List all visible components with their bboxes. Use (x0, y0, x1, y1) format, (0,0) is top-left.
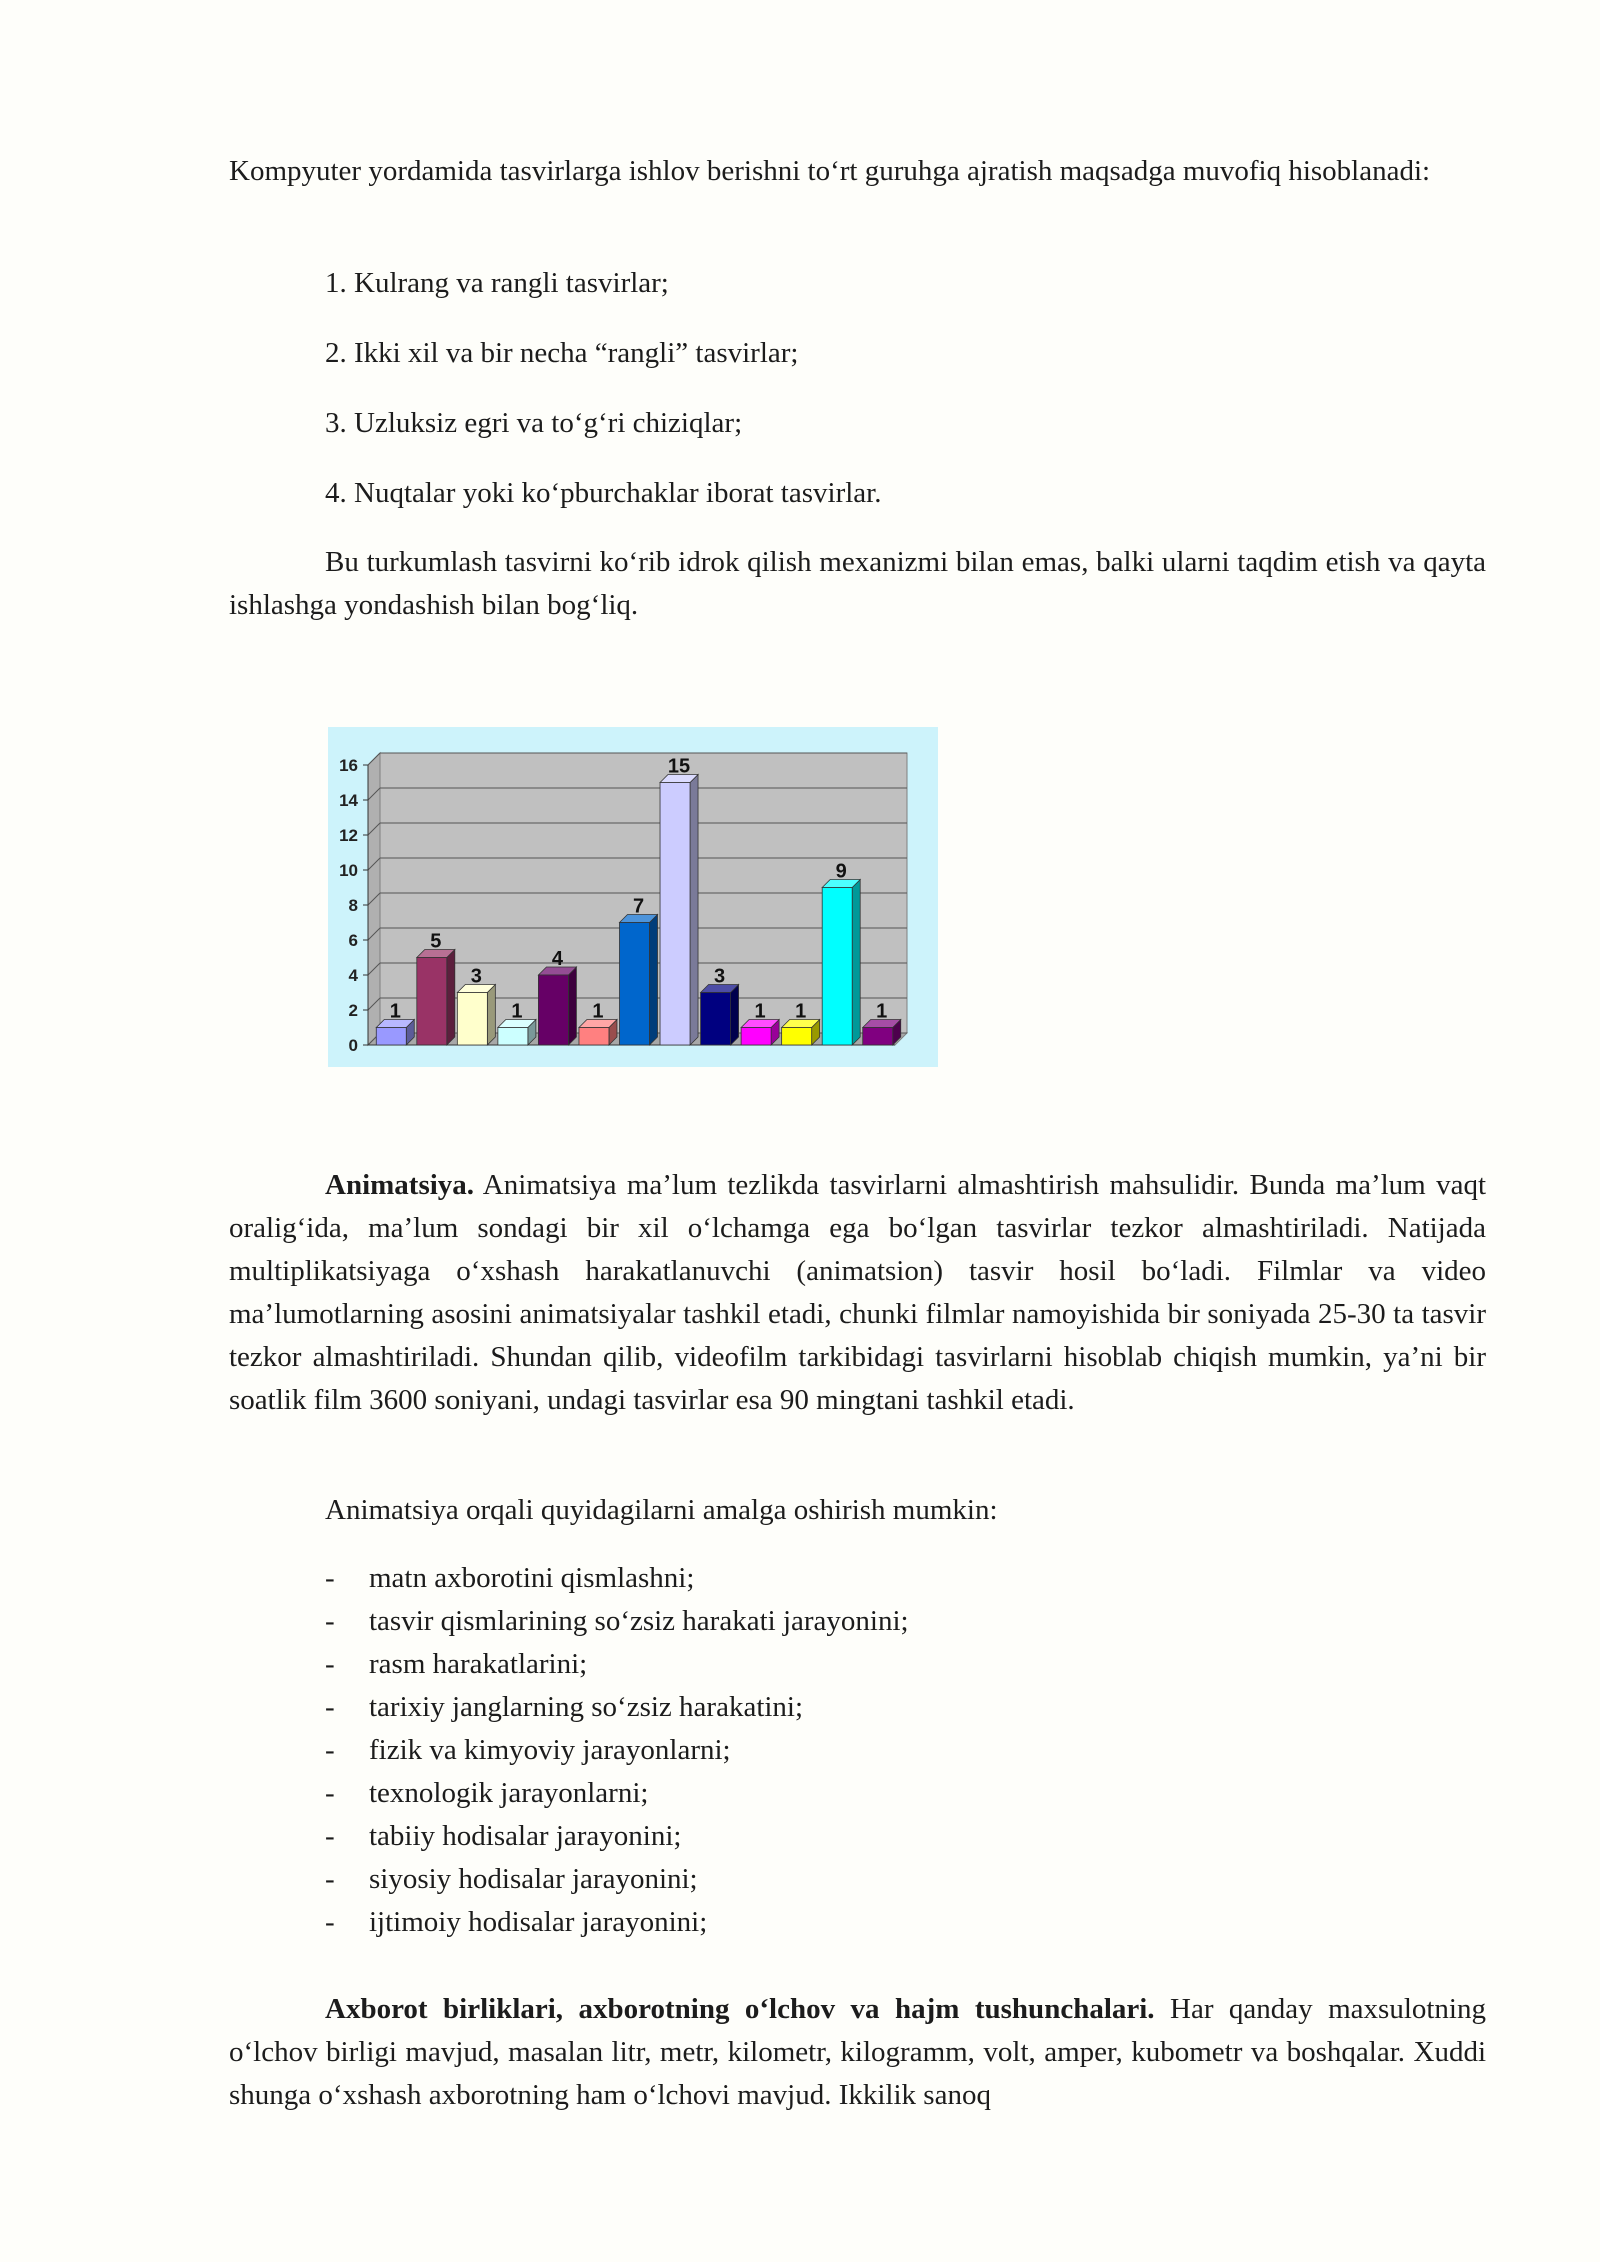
bar (701, 993, 731, 1046)
bar (498, 1028, 528, 1046)
list-item-text: tasvir qismlarining so‘zsiz harakati jarayonini; (369, 1605, 909, 1637)
y-tick-label: 12 (339, 826, 358, 845)
dash-marker: - (325, 1820, 335, 1852)
data-label: 5 (430, 930, 442, 953)
data-label: 1 (511, 1000, 523, 1023)
bar-side (852, 880, 860, 1046)
y-tick-label: 14 (339, 791, 358, 810)
dash-marker: - (325, 1605, 335, 1637)
classification-paragraph: Bu turkumlash tasvirni ko‘rib idrok qilish mexanizmi bilan emas, balki ularni taqdim etish va qayta ishlashga yondashish bilan bog‘liq. (229, 546, 1486, 621)
y-tick-label: 0 (348, 1036, 358, 1055)
bar-side (487, 985, 495, 1046)
data-label: 4 (551, 948, 563, 970)
bar (782, 1028, 812, 1046)
data-label: 1 (876, 1000, 888, 1023)
list-item-text: ijtimoiy hodisalar jarayonini; (369, 1906, 708, 1938)
list-item (229, 1643, 909, 1686)
dash-marker: - (325, 1906, 335, 1938)
data-label: 7 (632, 895, 645, 918)
list-item (229, 1729, 909, 1772)
y-tick-label: 6 (348, 931, 358, 950)
dash-marker: - (325, 1777, 335, 1809)
bar (741, 1028, 771, 1046)
list-item-text: matn axborotini qismlashni; (369, 1562, 695, 1594)
y-tick-label: 16 (339, 756, 358, 775)
list-item-text: tarixiy janglarning so‘zsiz harakatini; (369, 1691, 804, 1723)
bar (620, 923, 650, 1046)
list-item (229, 1815, 909, 1858)
bar-chart-svg (328, 727, 938, 1067)
list-item (229, 1772, 909, 1815)
y-tick-label: 10 (339, 861, 358, 880)
list-item-4: 4. Nuqtalar yoki ko‘pburchaklar iborat tasvirlar. (325, 477, 882, 509)
bar (863, 1028, 893, 1046)
animation-uses-list (229, 1557, 909, 1944)
data-label: 1 (389, 1000, 401, 1023)
data-label: 1 (754, 1000, 766, 1023)
data-label: 3 (714, 965, 726, 988)
bar (822, 888, 852, 1046)
bar (457, 993, 487, 1046)
dash-marker: - (325, 1562, 335, 1594)
dash-marker: - (325, 1863, 335, 1895)
data-label: 1 (592, 1000, 604, 1023)
list-item (229, 1901, 909, 1944)
list-item-text: tabiiy hodisalar jarayonini; (369, 1820, 682, 1852)
bar (660, 783, 690, 1046)
list-item-text: texnologik jarayonlarni; (369, 1777, 649, 1809)
list-item-1: 1. Kulrang va rangli tasvirlar; (325, 267, 669, 299)
bar-side (447, 950, 455, 1046)
data-label: 1 (795, 1000, 807, 1023)
bar-side (650, 915, 658, 1046)
axborot-text: Har qanday maxsulotning o‘lchov birligi mavjud, masalan litr, metr, kilometr, kilogramm, volt, amper, kubometr va boshqalar. Xuddi shunga o‘xshash axborotning ham o‘lchovi mavjud. Ikkilik sanoq (229, 1993, 1486, 2111)
y-tick-label: 2 (348, 1001, 358, 1020)
list-item-text: fizik va kimyoviy jarayonlarni; (369, 1734, 731, 1766)
bar (579, 1028, 609, 1046)
bar-chart (328, 727, 938, 1067)
dash-marker: - (325, 1691, 335, 1723)
list-item (229, 1557, 909, 1600)
list-item (229, 1600, 909, 1643)
animatsiya-paragraph (229, 1164, 1486, 1422)
animatsiya-text: Animatsiya ma’lum tezlikda tasvirlarni almashtirish mahsulidir. Bunda ma’lum vaqt oralig‘ida, ma’lum sondagi bir xil o‘lchamga ega bo‘lgan tasvirlar tezkor almashtiriladi. Natijada multiplikatsiyaga o‘xshash harakatlanuvchi (animatsion) tasvir hosil bo‘ladi. Filmlar va video ma’lumotlarning asosini animatsiyalar tashkil etadi, chunki filmlar namoyishida bir soniyada 25-30 ta tasvir tezkor almashtiriladi. Shundan qilib, videofilm tarkibidagi tasvirlarni hisoblab chiqish mumkin, ya’ni bir soatlik film 3600 soniyani, undagi tasvirlar esa 90 mingtani tashkil etadi. (229, 1169, 1486, 1416)
dash-marker: - (325, 1734, 335, 1766)
axborot-heading: Axborot birliklari, axborotning o‘lchov va hajm tushunchalari. (325, 1993, 1155, 2025)
data-label: 3 (470, 965, 482, 988)
bar (538, 975, 568, 1045)
bar-side (568, 967, 576, 1045)
list-item-2: 2. Ikki xil va bir necha “rangli” tasvirlar; (325, 337, 799, 369)
dash-marker: - (325, 1648, 335, 1680)
axborot-paragraph (229, 1988, 1486, 2117)
bar (417, 958, 447, 1046)
list-item-text: siyosiy hodisalar jarayonini; (369, 1863, 698, 1895)
list-item-3: 3. Uzluksiz egri va to‘g‘ri chiziqlar; (325, 407, 743, 439)
y-tick-label: 4 (348, 966, 358, 985)
bar-side (731, 985, 739, 1046)
animatsiya-lead: Animatsiya orqali quyidagilarni amalga oshirish mumkin: (325, 1494, 998, 1526)
list-item-text: rasm harakatlarini; (369, 1648, 588, 1680)
data-label: 9 (835, 860, 847, 883)
bar (376, 1028, 406, 1046)
list-item (229, 1858, 909, 1901)
bar-side (690, 775, 698, 1046)
animatsiya-heading: Animatsiya. (325, 1169, 475, 1201)
list-item (229, 1686, 909, 1729)
intro-paragraph: Kompyuter yordamida tasvirlarga ishlov berishni to‘rt guruhga ajratish maqsadga muvofiq hisoblanadi: (229, 155, 1431, 187)
y-tick-label: 8 (348, 896, 358, 915)
data-label: 15 (667, 755, 691, 778)
